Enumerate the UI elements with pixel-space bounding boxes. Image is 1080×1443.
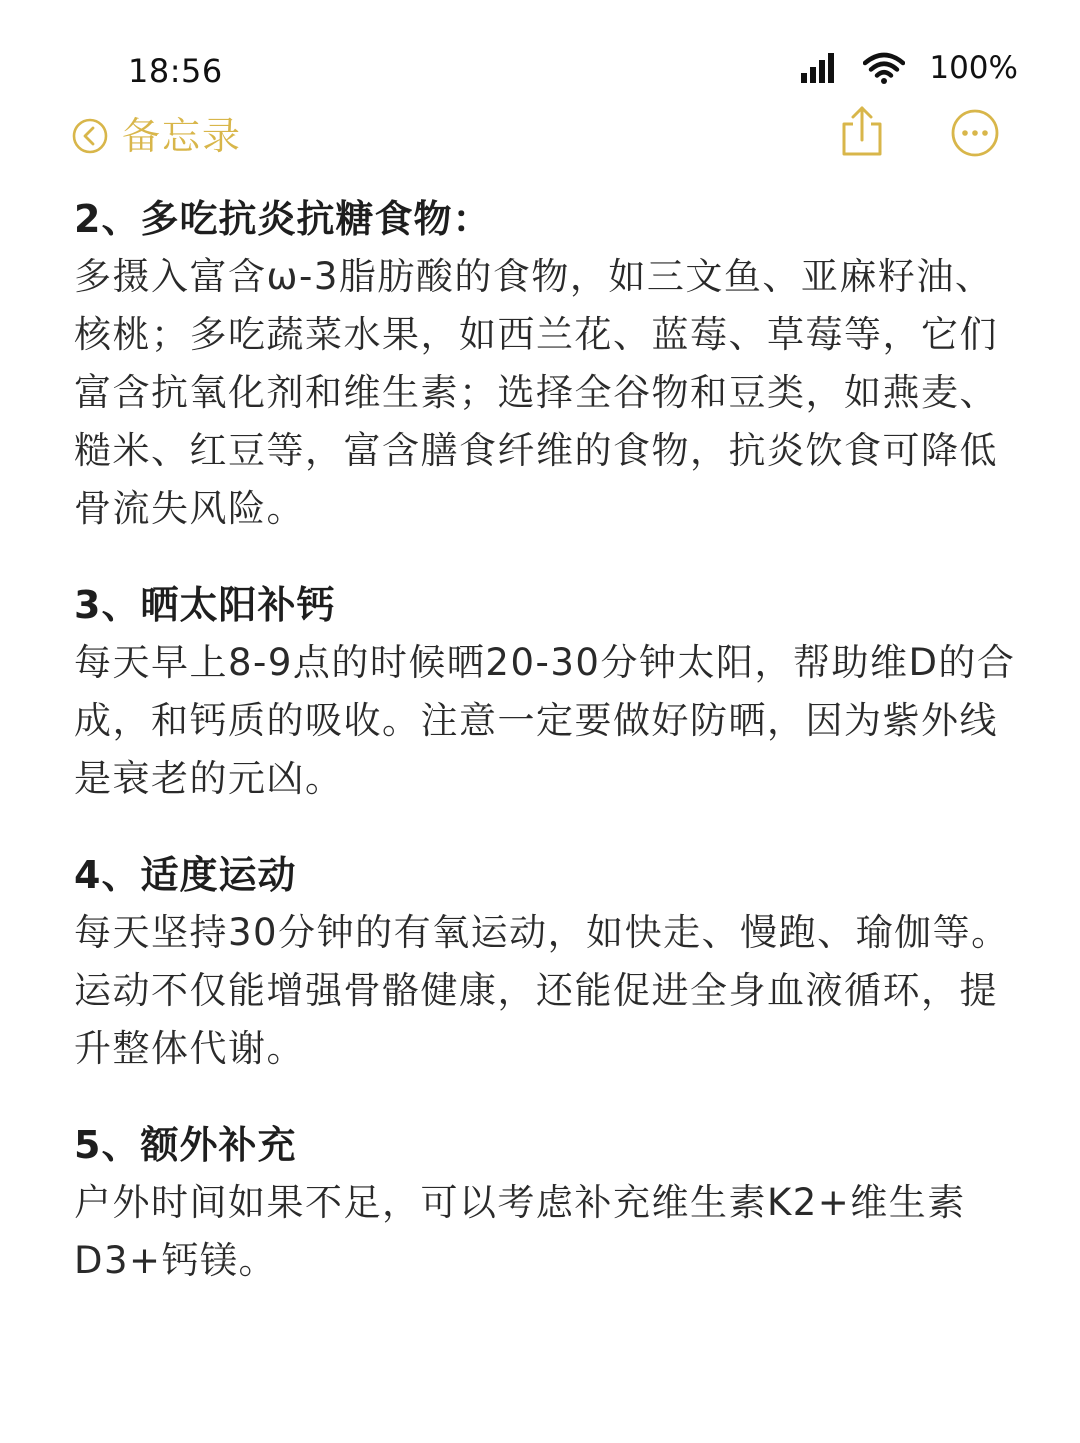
note-section [74,190,1024,538]
section-heading: 4、适度运动 [74,853,297,897]
back-label: 备忘录 [122,114,243,158]
share-button[interactable] [838,104,886,160]
status-time: 18:56 [128,52,223,90]
note-section [74,1116,1024,1290]
section-heading: 3、晒太阳补钙 [74,583,336,627]
more-dots-icon [950,108,1000,158]
nav-bar [0,104,1080,168]
back-button[interactable] [72,108,242,164]
status-indicators [801,46,1018,90]
wifi-icon [863,52,905,84]
battery-level: 100% [929,50,1018,86]
chevron-left-circle-icon [72,118,108,154]
note-section [74,846,1024,1078]
note-section [74,576,1024,808]
more-button[interactable] [950,108,1000,158]
section-text: 每天坚持30分钟的有氧运动，如快走、慢跑、瑜伽等。运动不仅能增强骨骼健康，还能促进全身血液循环，提升整体代谢。 [74,911,1010,1070]
status-bar [0,0,1080,100]
section-text: 多摄入富含ω-3脂肪酸的食物，如三文鱼、亚麻籽油、核桃；多吃蔬菜水果，如西兰花、蓝莓、草莓等，它们富含抗氧化剂和维生素；选择全谷物和豆类，如燕麦、糙米、红豆等，富含膳食纤维的食物，抗炎饮食可降低骨流失风险。 [74,255,998,530]
share-icon [838,104,886,160]
section-text: 每天早上8-9点的时候晒20-30分钟太阳，帮助维D的合成，和钙质的吸收。注意一定要做好防晒，因为紫外线是衰老的元凶。 [74,641,1016,800]
section-heading: 5、额外补充 [74,1123,297,1167]
section-heading: 2、多吃抗炎抗糖食物： [74,197,492,241]
note-body[interactable] [74,190,1024,1328]
section-text: 户外时间如果不足，可以考虑补充维生素K2+维生素D3+钙镁。 [74,1181,966,1282]
signal-bars-icon [801,53,837,83]
